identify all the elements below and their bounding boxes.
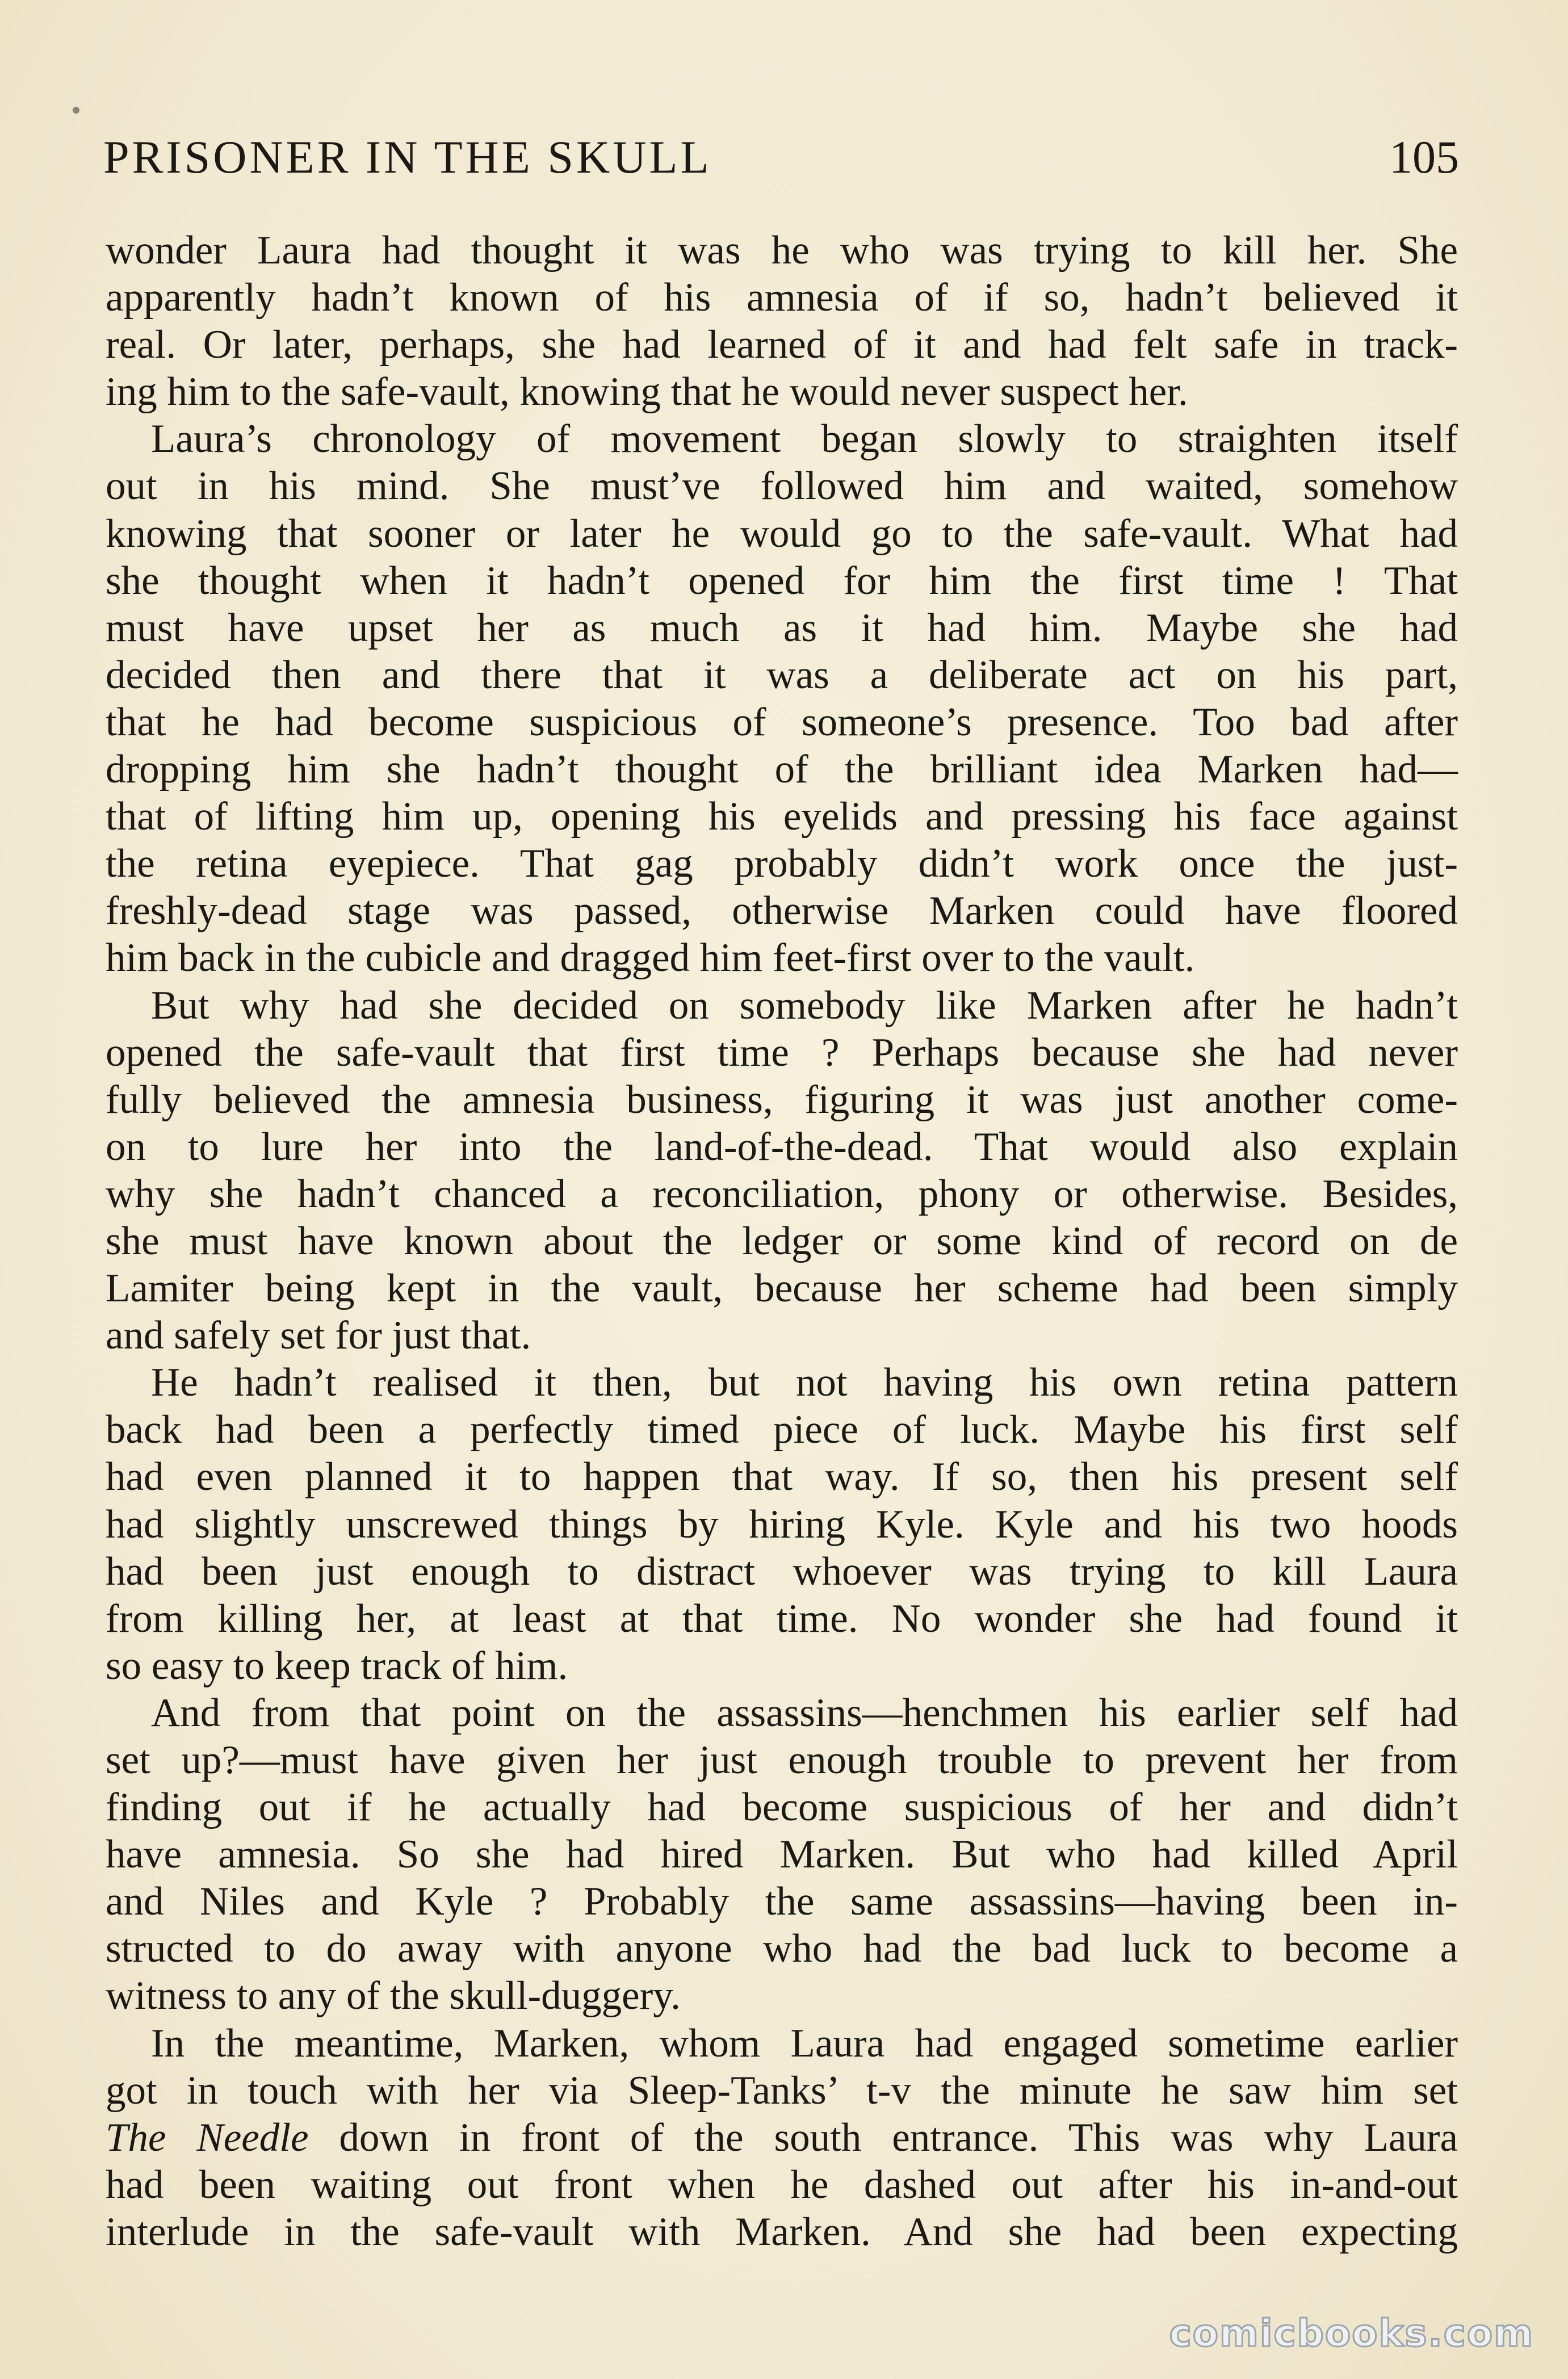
text-line: wonder Laura had thought it was he who was trying to kill her. She xyxy=(106,228,1458,273)
page-number: 105 xyxy=(1389,131,1459,183)
text-line: had even planned it to happen that way. If so, then his present self xyxy=(106,1455,1458,1500)
text-line: decided then and there that it was a deliberate act on his part, xyxy=(106,652,1458,697)
text-line: and Niles and Kyle ? Probably the same assassins—having been in- xyxy=(106,1879,1458,1924)
text-line: had been just enough to distract whoever was trying to kill Laura xyxy=(106,1549,1458,1594)
text-segment: down in front of the south entrance. This was why Laura xyxy=(308,2115,1458,2160)
text-line: the retina eyepiece. That gag probably didn’t work once the just- xyxy=(106,841,1458,886)
text-line: Laura’s chronology of movement began slowly to straighten itself xyxy=(151,417,1458,462)
text-line: she thought when it hadn’t opened for him the first time ! That xyxy=(106,558,1458,603)
text-line: that of lifting him up, opening his eyelids and pressing his face against xyxy=(106,794,1458,839)
text-line: ing him to the safe-vault, knowing that he would never suspect her. xyxy=(106,370,1188,414)
text-line: she must have known about the ledger or some kind of record on de xyxy=(106,1218,1458,1263)
text-line: opened the safe-vault that first time ? Perhaps because she had never xyxy=(106,1030,1458,1075)
text-line xyxy=(106,2114,1458,2162)
text-line: so easy to keep track of him. xyxy=(106,1643,568,1688)
text-line: must have upset her as much as it had him. Maybe she had xyxy=(106,605,1458,650)
text-line: from killing her, at least at that time. No wonder she had found it xyxy=(106,1596,1458,1641)
text-line: knowing that sooner or later he would go to the safe-vault. What had xyxy=(106,511,1458,556)
text-line: apparently hadn’t known of his amnesia of if so, hadn’t believed it xyxy=(106,275,1458,320)
text-line: on to lure her into the land-of-the-dead. That would also explain xyxy=(106,1124,1458,1169)
text-line: and safely set for just that. xyxy=(106,1313,531,1358)
text-line: have amnesia. So she had hired Marken. But who had killed April xyxy=(106,1832,1458,1877)
running-head xyxy=(103,126,1459,189)
watermark: comicbooks.com xyxy=(1169,2311,1534,2355)
text-line: real. Or later, perhaps, she had learned of it and had felt safe in track- xyxy=(106,322,1458,367)
text-line: him back in the cubicle and dragged him feet-first over to the vault. xyxy=(106,936,1195,981)
text-line: Lamiter being kept in the vault, because her scheme had been simply xyxy=(106,1266,1458,1311)
text-line: back had been a perfectly timed piece of luck. Maybe his first self xyxy=(106,1408,1458,1452)
text-line: had slightly unscrewed things by hiring Kyle. Kyle and his two hoods xyxy=(106,1502,1458,1547)
text-line: In the meantime, Marken, whom Laura had engaged sometime earlier xyxy=(151,2021,1458,2066)
text-line: set up?—must have given her just enough trouble to prevent her from xyxy=(106,1738,1458,1782)
text-line: got in touch with her via Sleep-Tanks’ t-v the minute he saw him set xyxy=(106,2068,1458,2113)
text-line: But why had she decided on somebody like Marken after he hadn’t xyxy=(151,983,1458,1028)
paper-speck xyxy=(73,107,79,114)
text-line: why she hadn’t chanced a reconciliation, phony or otherwise. Besides, xyxy=(106,1171,1458,1216)
text-line: had been waiting out front when he dashed out after his in-and-out xyxy=(106,2162,1458,2207)
text-line: witness to any of the skull-duggery. xyxy=(106,1974,681,2018)
text-line: interlude in the safe-vault with Marken. And she had been expecting xyxy=(106,2209,1458,2254)
text-line: And from that point on the assassins—henchmen his earlier self had xyxy=(151,1690,1458,1735)
italic-title: The Needle xyxy=(106,2115,309,2160)
text-line: He hadn’t realised it then, but not having his own retina pattern xyxy=(151,1360,1458,1405)
text-line: finding out if he actually had become suspicious of her and didn’t xyxy=(106,1785,1458,1830)
text-line: structed to do away with anyone who had the bad luck to become a xyxy=(106,1926,1458,1971)
running-title: PRISONER IN THE SKULL xyxy=(103,131,712,183)
text-line: out in his mind. She must’ve followed him and waited, somehow xyxy=(106,464,1458,509)
body-text xyxy=(106,227,1458,2256)
text-line: dropping him she hadn’t thought of the brilliant idea Marken had— xyxy=(106,747,1458,792)
text-line: freshly-dead stage was passed, otherwise Marken could have floored xyxy=(106,889,1458,933)
text-line: fully believed the amnesia business, figuring it was just another come- xyxy=(106,1077,1458,1122)
text-line: that he had become suspicious of someone’s presence. Too bad after xyxy=(106,700,1458,744)
